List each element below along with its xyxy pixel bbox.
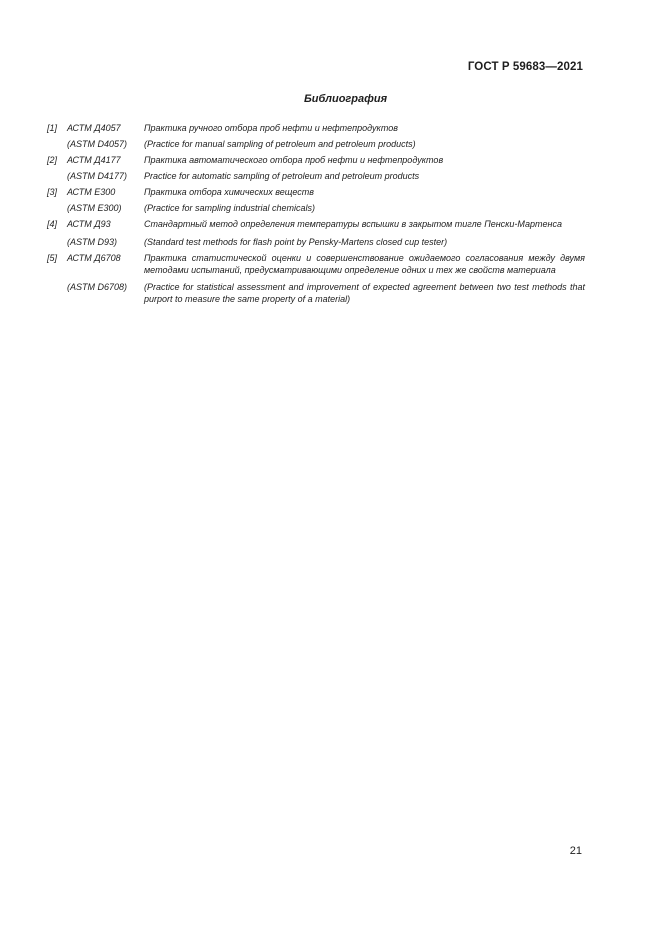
entry-code: АСТМ Д4057 bbox=[67, 123, 121, 133]
bibliography-entry bbox=[47, 122, 585, 134]
entry-number: [2] bbox=[47, 155, 58, 165]
entry-title: Практика статистической оценки и совершенствование ожидаемого согласования между двумя методами испытаний, предусматривающими определение одних и тех же свойств материала bbox=[144, 253, 585, 275]
section-title: Библиография bbox=[303, 93, 388, 105]
entry-number: [5] bbox=[47, 253, 58, 263]
entry-code: АСТМ Д93 bbox=[67, 219, 111, 229]
entry-title: (Practice for sampling industrial chemicals) bbox=[144, 203, 316, 213]
entry-code: АСТМ Д6708 bbox=[67, 253, 121, 263]
entry-code: АСТМ Е300 bbox=[67, 187, 116, 197]
entry-title: (Practice for statistical assessment and improvement of expected agreement between two test methods that purport to measure the same property of a material) bbox=[144, 282, 585, 304]
standard-code-header: ГОСТ Р 59683—2021 bbox=[467, 61, 583, 73]
bibliography-entry bbox=[47, 218, 585, 230]
entry-code: (ASTM D6708) bbox=[67, 282, 128, 292]
bibliography-entry bbox=[47, 252, 585, 276]
entry-number: [4] bbox=[47, 219, 58, 229]
entry-code: АСТМ Д4177 bbox=[67, 155, 121, 165]
bibliography-list bbox=[47, 122, 585, 305]
entry-number: [3] bbox=[47, 187, 58, 197]
entry-title: (Standard test methods for flash point by Pensky-Martens closed cup tester) bbox=[144, 237, 448, 247]
bibliography-entry bbox=[47, 186, 585, 198]
bibliography-entry bbox=[47, 202, 585, 214]
bibliography-entry bbox=[47, 170, 585, 182]
entry-code: (ASTM D4057) bbox=[67, 139, 128, 149]
bibliography-entry bbox=[47, 236, 585, 248]
bibliography-entry bbox=[47, 154, 585, 166]
entry-title: Практика ручного отбора проб нефти и нефтепродуктов bbox=[144, 123, 398, 133]
entry-title: Стандартный метод определения температуры вспышки в закрытом тигле Пенски-Мартенса bbox=[144, 219, 562, 229]
entry-number: [1] bbox=[47, 123, 58, 133]
entry-title: Практика автоматического отбора проб нефти и нефтепродуктов bbox=[144, 155, 444, 165]
bibliography-entry bbox=[47, 281, 585, 305]
entry-title: Практика отбора химических веществ bbox=[144, 187, 314, 197]
entry-code: (ASTM E300) bbox=[67, 203, 122, 213]
entry-title: (Practice for manual sampling of petroleum and petroleum products) bbox=[144, 139, 416, 149]
entry-code: (ASTM D4177) bbox=[67, 171, 128, 181]
entry-title: Practice for automatic sampling of petroleum and petroleum products bbox=[144, 171, 420, 181]
entry-code: (ASTM D93) bbox=[67, 237, 118, 247]
page-number: 21 bbox=[569, 845, 582, 857]
bibliography-entry bbox=[47, 138, 585, 150]
